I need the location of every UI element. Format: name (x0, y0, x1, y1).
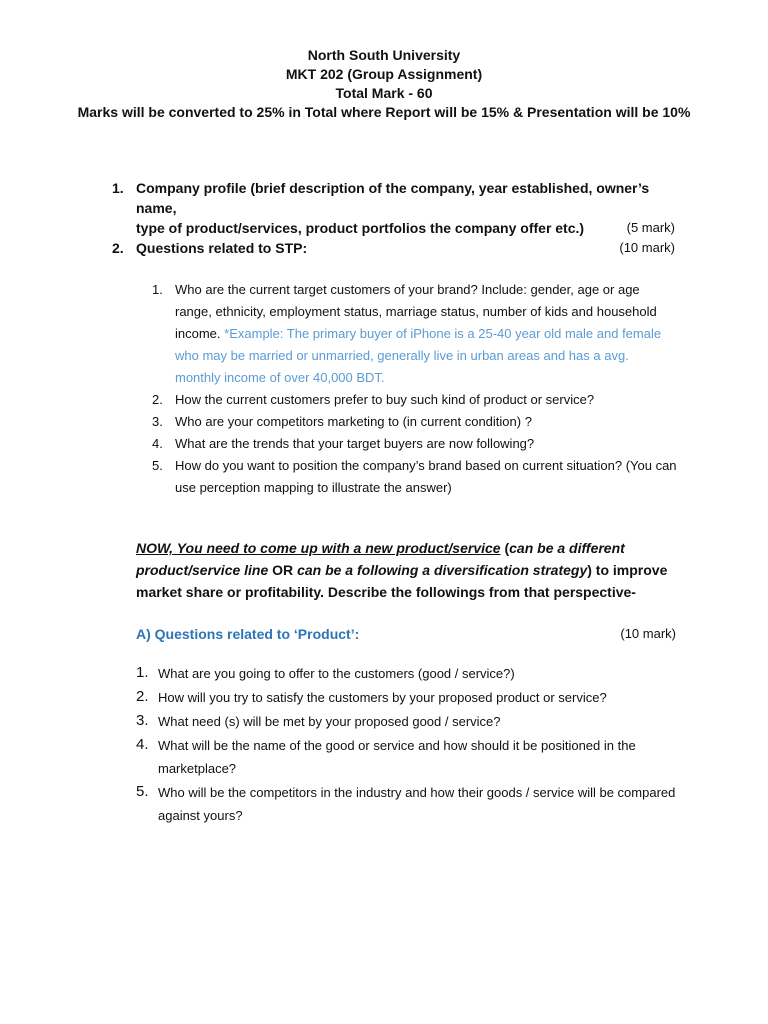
list-item (136, 734, 676, 780)
list-item (152, 433, 677, 455)
item-number: 5. (152, 458, 163, 473)
product-section-mark: (10 mark) (620, 626, 676, 641)
example-text: *Example: The primary buyer of iPhone is a 25-40 year old male and female who may be married or unmarried, generally live in urban areas and has a avg. monthly income of over 40,000 BDT. (175, 326, 662, 385)
section-mark: (10 mark) (619, 240, 675, 255)
list-item (152, 455, 677, 499)
section-stp (112, 238, 675, 258)
university-name: North South University (307, 47, 461, 63)
section-title: Questions related to STP: (136, 240, 308, 256)
section-mark: (5 mark) (626, 220, 675, 235)
list-item (136, 686, 676, 709)
instruction-rest: ) to improve market share or profitability. Describe the followings from that perspective- (136, 562, 668, 600)
list-item (152, 279, 677, 389)
item-text: How do you want to position the company’s brand based on current situation? (You can use perception mapping to illustrate the answer) (175, 458, 677, 495)
item-number: 2. (152, 392, 163, 407)
item-number: 3. (136, 712, 149, 729)
instruction-italic-1: can be a different product/service line (136, 540, 625, 578)
section-number: 1. (112, 180, 124, 196)
item-text: How the current customers prefer to buy such kind of product or service? (175, 392, 595, 407)
instruction-underlined: NOW, You need to come up with a new product/service (136, 540, 501, 556)
instruction-paren: ( (500, 540, 510, 556)
section-text-line-2: type of product/services, product portfolios the company offer etc.) (136, 220, 585, 236)
product-section-heading (136, 624, 676, 644)
instruction-or: OR (268, 562, 298, 578)
item-number: 4. (136, 736, 149, 753)
total-mark: Total Mark - 60 (335, 85, 433, 101)
item-text: What need (s) will be met by your proposed good / service? (158, 714, 501, 729)
product-section-title: A) Questions related to ‘Product’: (136, 626, 360, 642)
list-item (136, 662, 676, 685)
section-company-profile (112, 178, 675, 238)
item-number: 3. (152, 414, 163, 429)
item-text: Who are the current target customers of your brand? Include: gender, age or age range, ethnicity, employment status, marriage status, number of kids and household income. (175, 282, 657, 341)
instruction-italic-2: can be a following a diversification strategy (297, 562, 588, 578)
course-title: MKT 202 (Group Assignment) (285, 66, 483, 82)
section-text-line-1: Company profile (brief description of the company, year established, owner’s name, (136, 180, 650, 216)
item-number: 1. (136, 664, 149, 681)
item-text: What are the trends that your target buyers are now following? (175, 436, 535, 451)
product-question-list (136, 662, 676, 828)
list-item (136, 710, 676, 733)
item-text: What are you going to offer to the customers (good / service?) (158, 666, 515, 681)
item-number: 4. (152, 436, 163, 451)
list-item (136, 781, 676, 827)
list-item (152, 411, 677, 433)
item-text: Who are your competitors marketing to (in current condition) ? (175, 414, 532, 429)
list-item (152, 389, 677, 411)
item-text: Who will be the competitors in the industry and how their goods / service will be compared against yours? (158, 785, 676, 823)
section-number: 2. (112, 240, 124, 256)
stp-question-list (152, 279, 677, 499)
document-header (0, 46, 768, 122)
item-number: 5. (136, 783, 149, 800)
item-text: How will you try to satisfy the customers by your proposed product or service? (158, 690, 607, 705)
item-text: What will be the name of the good or service and how should it be positioned in the marketplace? (158, 738, 636, 776)
item-number: 2. (136, 688, 149, 705)
marks-conversion-note: Marks will be converted to 25% in Total where Report will be 15% & Presentation will be 10% (77, 104, 691, 120)
new-product-instruction (136, 537, 676, 603)
item-number: 1. (152, 282, 163, 297)
